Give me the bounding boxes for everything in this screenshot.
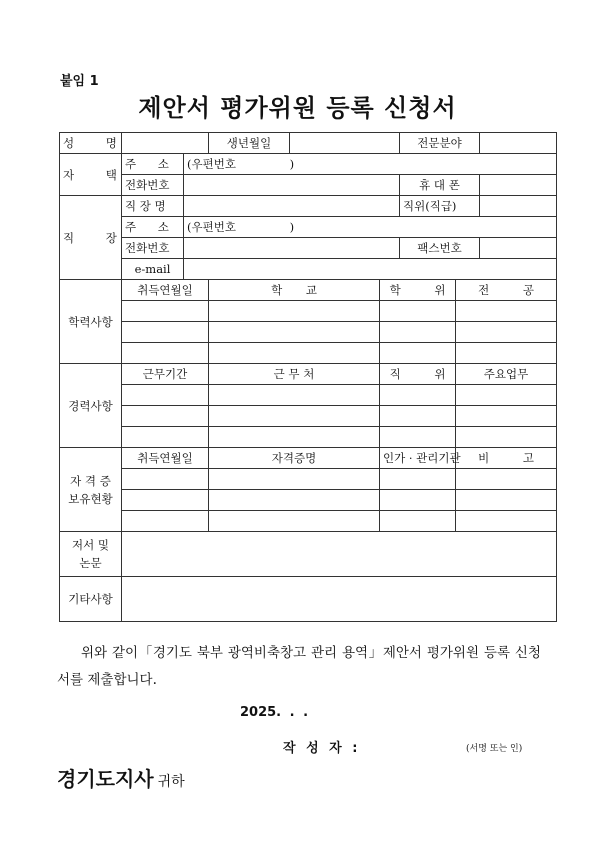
work-phone-row [60, 238, 557, 259]
position-label: 직위(직급) [400, 196, 480, 217]
certificate-header: 자격증명 [209, 448, 380, 469]
field-field[interactable] [480, 133, 557, 154]
career-header: 근 무 처 [209, 364, 380, 385]
home-address-row [60, 154, 557, 175]
education-label: 학력사항 [60, 280, 122, 364]
application-form-table [59, 132, 557, 622]
company-field[interactable] [184, 196, 400, 217]
education-header: 취득연월일 [122, 280, 209, 301]
work-company-row [60, 196, 557, 217]
education-row [60, 343, 557, 364]
name-field[interactable] [122, 133, 209, 154]
email-field[interactable] [184, 259, 557, 280]
education-row [60, 322, 557, 343]
work-label: 직 장 [60, 196, 122, 280]
home-address-field[interactable]: (우편번호 ) [184, 154, 557, 175]
career-header: 근무기간 [122, 364, 209, 385]
basic-info-row [60, 133, 557, 154]
work-phone-field[interactable] [184, 238, 400, 259]
certificate-row [60, 511, 557, 532]
honorific: 귀하 [157, 774, 185, 790]
company-label: 직 장 명 [122, 196, 184, 217]
page-title: 제안서 평가위원 등록 신청서 [138, 94, 457, 122]
career-row [60, 427, 557, 448]
work-address-label: 주 소 [122, 217, 184, 238]
home-phone-row [60, 175, 557, 196]
statement-text: 위와 같이「경기도 북부 광역비축창고 관리 용역」제안서 평가위원 등록 신청서를 제출합니다. [57, 645, 541, 688]
certificate-header: 인가 · 관리기관 [380, 448, 456, 469]
education-header-row [60, 280, 557, 301]
position-field[interactable] [480, 196, 557, 217]
publications-field[interactable] [122, 532, 557, 577]
birth-label: 생년월일 [209, 133, 290, 154]
others-row [60, 577, 557, 622]
career-header-row [60, 364, 557, 385]
certificate-label: 자 격 증 보유현황 [60, 448, 122, 532]
home-address-label: 주 소 [122, 154, 184, 175]
writer-label: 작 성 자 : [283, 741, 361, 756]
work-phone-label: 전화번호 [122, 238, 184, 259]
education-row [60, 301, 557, 322]
addressee [57, 763, 185, 792]
certificate-header: 취득연월일 [122, 448, 209, 469]
education-header: 학 위 [380, 280, 456, 301]
certificate-header: 비 고 [456, 448, 557, 469]
work-address-row [60, 217, 557, 238]
home-phone-field[interactable] [184, 175, 400, 196]
name-label: 성 명 [60, 133, 122, 154]
attachment-label: 붙임 1 [60, 74, 99, 89]
career-row [60, 406, 557, 427]
work-address-field[interactable]: (우편번호 ) [184, 217, 557, 238]
sign-hint: (서명 또는 인) [466, 744, 523, 754]
home-label: 자 택 [60, 154, 122, 196]
career-row [60, 385, 557, 406]
certificate-row [60, 469, 557, 490]
mobile-label: 휴 대 폰 [400, 175, 480, 196]
fax-field[interactable] [480, 238, 557, 259]
others-field[interactable] [122, 577, 557, 622]
publications-label: 저서 및 논문 [60, 532, 122, 577]
education-header: 전 공 [456, 280, 557, 301]
fax-label: 팩스번호 [400, 238, 480, 259]
career-header: 직 위 [380, 364, 456, 385]
work-email-row [60, 259, 557, 280]
career-label: 경력사항 [60, 364, 122, 448]
publications-row [60, 532, 557, 577]
career-header: 주요업무 [456, 364, 557, 385]
email-label: e-mail [122, 259, 184, 280]
others-label: 기타사항 [60, 577, 122, 622]
birth-field[interactable] [290, 133, 400, 154]
certificate-row [60, 490, 557, 511]
home-phone-label: 전화번호 [122, 175, 184, 196]
addressee-name: 경기도지사 [57, 767, 154, 791]
date-line: 2025. . . [240, 705, 309, 720]
certificate-header-row [60, 448, 557, 469]
mobile-field[interactable] [480, 175, 557, 196]
education-header: 학 교 [209, 280, 380, 301]
field-label: 전문분야 [400, 133, 480, 154]
